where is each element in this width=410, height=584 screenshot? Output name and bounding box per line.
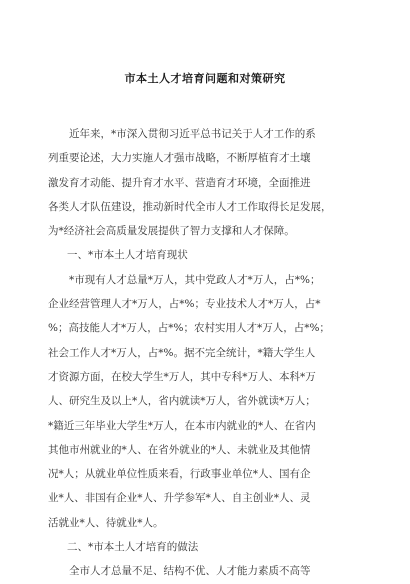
paragraph-line: 激发育才动能、提升育才水平、营造育才环境，全面推进 xyxy=(48,176,311,189)
paragraph-line: 列重要论述，大力实施人才强市战略，不断厚植育才土壤 xyxy=(48,152,311,165)
section-heading: 二、*市本土人才培育的做法 xyxy=(67,541,199,554)
document-body xyxy=(48,122,362,584)
section-heading: 一、*市本土人才培育现状 xyxy=(67,249,188,262)
paragraph-line: 况*人；从就业单位性质来看，行政事业单位*人、国有企 xyxy=(48,468,311,481)
paragraph-line: 企业经营管理人才*万人，占*%；专业技术人才*万人，占* xyxy=(48,298,321,311)
paragraph-line: 为*经济社会高质量发展提供了智力支撑和人才保障。 xyxy=(48,225,295,238)
paragraph-line: 全市人才总量不足、结构不优、人才能力素质不高等 xyxy=(69,565,311,578)
paragraph-line: 才资源方面，在校大学生*万人，其中专科*万人、本科*万 xyxy=(48,370,316,383)
paragraph-line: 近年来，*市深入贯彻习近平总书记关于人才工作的系 xyxy=(69,128,316,140)
paragraph-line: 其他市州就业的*人、在省外就业的*人、未就业及其他情 xyxy=(48,443,311,456)
paragraph-line: %；高技能人才*万人，占*%；农村实用人才*万人，占*%； xyxy=(48,322,330,335)
paragraph-line: 人、研究生及以上*人，省内就读*万人，省外就读*万人； xyxy=(48,395,316,408)
paragraph-line: 各类人才队伍建设，推动新时代全市人才工作取得长足发展， xyxy=(48,200,332,213)
paragraph-line: *市现有人才总量*万人，其中党政人才*万人，占*%； xyxy=(69,273,321,286)
paragraph-line: *籍近三年毕业大学生*万人，在本市内就业的*人、在省内 xyxy=(48,419,316,432)
document-title: 市本土人才培育问题和对策研究 xyxy=(124,72,286,85)
paragraph-line: 业*人、非国有企业*人、升学参军*人、自主创业*人、灵 xyxy=(48,492,311,505)
paragraph-line: 活就业*人、待就业*人。 xyxy=(48,516,164,529)
paragraph-line: 社会工作人才*万人，占*%。据不完全统计，*籍大学生人 xyxy=(48,346,316,359)
